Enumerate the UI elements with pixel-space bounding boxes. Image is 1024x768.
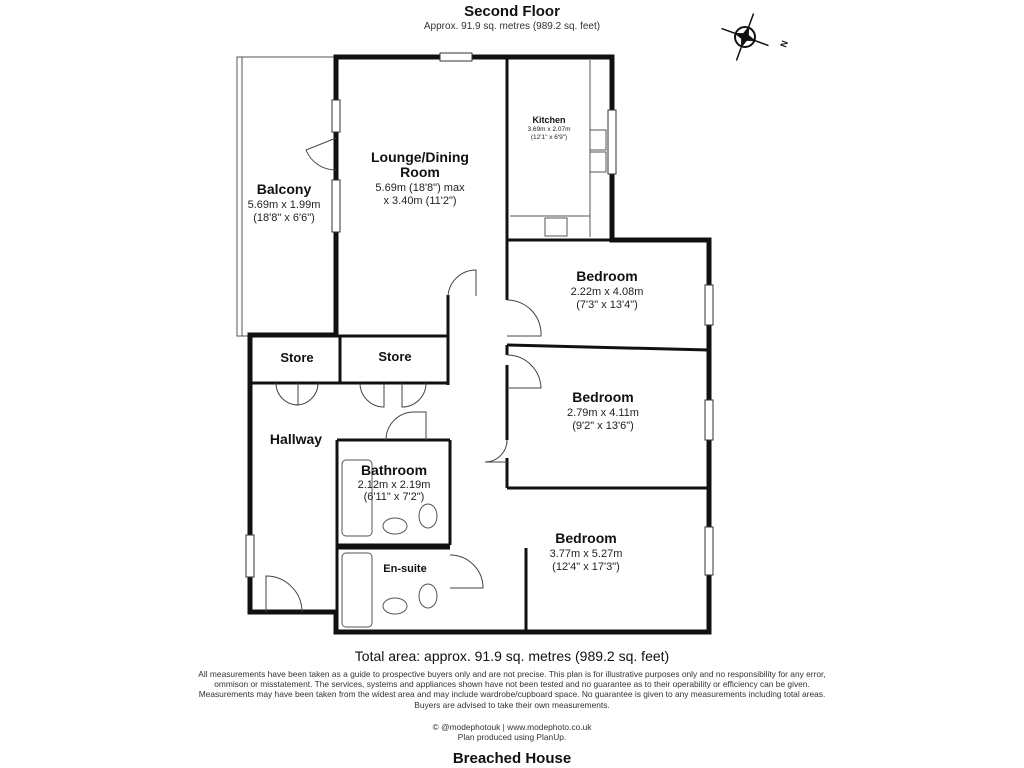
bedroom1-dim-imperial: (7'3" x 13'4") <box>576 299 638 311</box>
windows <box>246 53 713 577</box>
bedroom2-dim-imperial: (9'2" x 13'6") <box>572 420 634 432</box>
bedroom3-dim-metric: 3.77m x 5.27m <box>549 548 623 560</box>
kitchen-fixtures <box>510 60 606 237</box>
kitchen-name: Kitchen <box>532 115 566 125</box>
bedroom3-name: Bedroom <box>555 530 617 546</box>
floor-title: Second Floor <box>464 3 560 20</box>
credit-website: © @modephotouk | www.modephoto.co.uk <box>432 722 592 732</box>
hallway-name: Hallway <box>269 431 323 447</box>
bathroom-dim-imperial: (6'11" x 7'2") <box>363 491 425 503</box>
floor-area-subtitle: Approx. 91.9 sq. metres (989.2 sq. feet) <box>423 21 601 32</box>
bathroom-name: Bathroom <box>360 462 428 478</box>
disclaimer-line: Measurements may have been taken from the widest area and may include wardrobe/cupboard space. No guarantee is given to any measurements including total areas. <box>198 689 826 700</box>
bathroom-dim-metric: 2.12m x 2.19m <box>357 479 431 491</box>
walls <box>247 57 709 632</box>
compass-rose-icon <box>722 14 790 61</box>
lounge-dim-metric: 5.69m (18'8") max <box>375 182 465 194</box>
bedroom1-name: Bedroom <box>576 268 638 284</box>
ensuite-name: En-suite <box>383 563 427 575</box>
bedroom1-dim-metric: 2.22m x 4.08m <box>570 286 644 298</box>
property-name: Breached House <box>452 750 572 767</box>
store1-name: Store <box>280 350 314 365</box>
disclaimer <box>150 669 874 710</box>
bedroom2-name: Bedroom <box>572 389 634 405</box>
disclaimer-line: Buyers are advised to take their own measurements. <box>414 699 610 710</box>
lounge-dim-imperial: x 3.40m (11'2") <box>383 195 457 207</box>
disclaimer-line: ommison or misstatement. The services, systems and appliances shown have not been tested and no guarantee as to their operability or efficiency can be given. <box>214 679 810 690</box>
kitchen-dim-imperial: (12'1" x 6'9") <box>530 134 568 141</box>
kitchen-dim-metric: 3.69m x 2.07m <box>527 126 571 133</box>
north-label: N <box>778 39 790 49</box>
bedroom2-dim-metric: 2.79m x 4.11m <box>567 407 639 419</box>
bedroom3-dim-imperial: (12'4" x 17'3") <box>552 561 620 573</box>
store2-name: Store <box>378 349 412 364</box>
credit-software: Plan produced using PlanUp. <box>457 732 567 742</box>
balcony-name: Balcony <box>256 181 312 197</box>
balcony-dim-metric: 5.69m x 1.99m <box>247 199 321 211</box>
lounge-name-line2: Room <box>400 164 440 180</box>
lounge-name-line1: Lounge/Dining <box>371 149 469 165</box>
total-area: Total area: approx. 91.9 sq. metres (989.2 sq. feet) <box>354 648 670 664</box>
disclaimer-line: All measurements have been taken as a guide to prospective buyers only and are not precise. This plan is for illustrative purposes only and no responsibility for any error, <box>198 669 826 679</box>
balcony-dim-imperial: (18'8" x 6'6") <box>253 212 315 224</box>
interior-walls <box>247 57 709 632</box>
